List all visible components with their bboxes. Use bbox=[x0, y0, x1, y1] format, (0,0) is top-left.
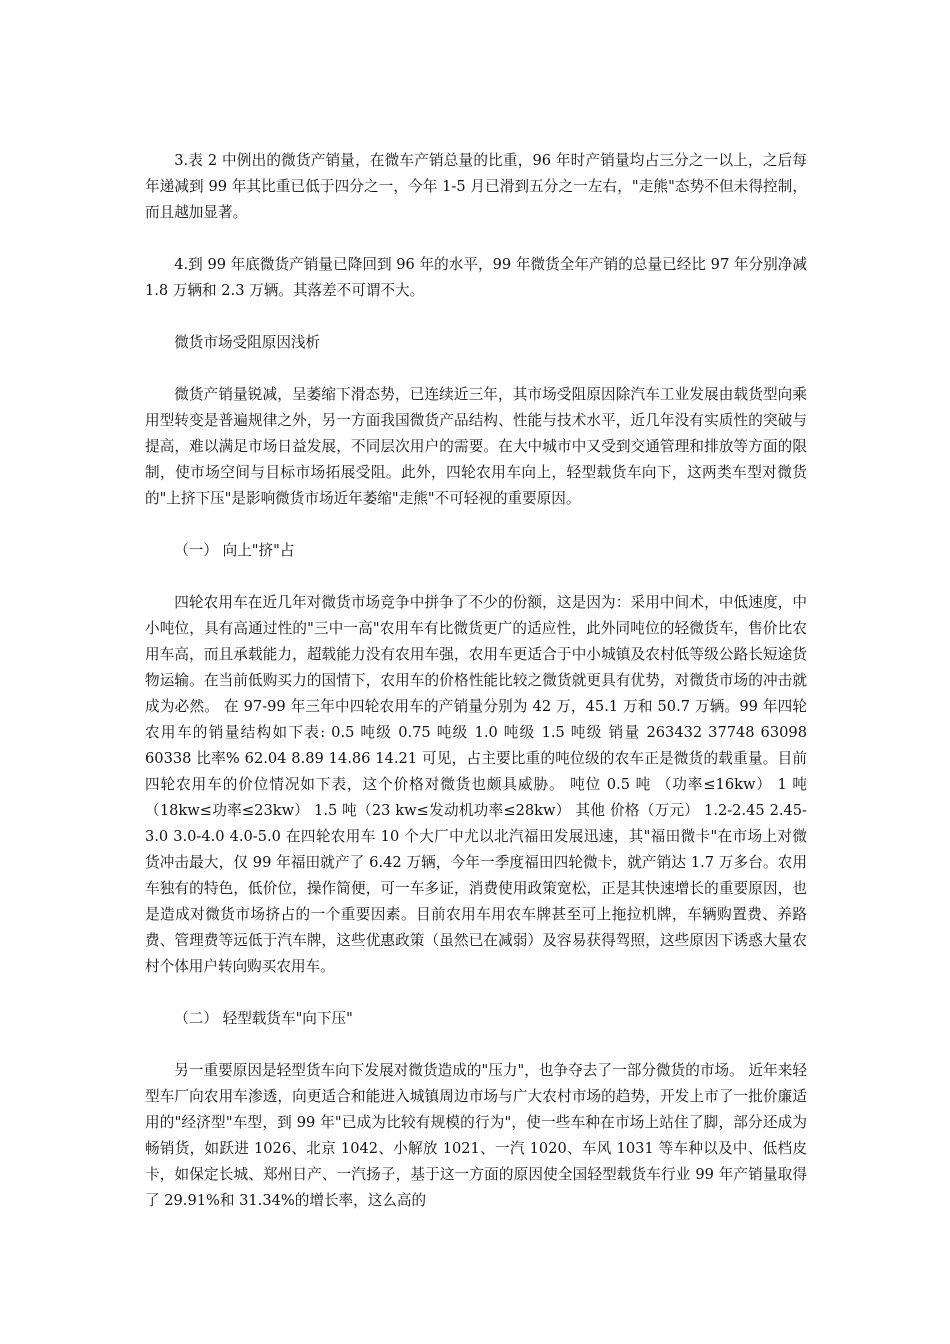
paragraph-light-trucks: 另一重要原因是轻型货车向下发展对微货造成的"压力"，也争夺去了一部分微货的市场。 近年来轻型车厂向农用车渗透，向更适合和能进入城镇周边市场与广大农村市场的趋势，开发上市了一批价廉适用的"经济型"车型，到 99 年"已成为比较有规模的行为"，使一些车种在市场上站住了脚，部分还成为畅销货，如跃进 1026、北京 1042、小解放 1021、一汽 1020、车风 1031 等车种以及中、低档皮卡，如保定长城、郑州日产、一汽扬子，基于这一方面的原因使全国轻型载货车行业 99 年产销量取得了 29.91%和 31.34%的增长率，这么高的 bbox=[145, 1062, 807, 1209]
document-page bbox=[145, 148, 807, 1240]
paragraph-farm-vehicles: 四轮农用车在近几年对微货市场竞争中拼争了不少的份额，这是因为：采用中间术，中低速度，中小吨位，具有高通过性的"三中一高"农用车有比微货更广的适应性，此外同吨位的轻微货车，售价比农用车高，而且承载能力，超载能力没有农用车强，农用车更适合于中小城镇及农村低等级公路长短途货物运输。在当前低购买力的国情下，农用车的价格性能比较之微货就更具有优势，对微货市场的冲击就成为必然。 在 97-99 年三年中四轮农用车的产销量分别为 42 万，45.1 万和 50.7 万辆。99 年四轮农用车的销量结构如下表: 0.5 吨级 0.75 吨级 1.0 吨级 1.5 吨级 销量 263432 37748 63098 60338 比率% 62.04 8.89 14.86 14.21 可见，占主要比重的吨位级的农车正是微货的载重量。目前四轮农用车的价位情况如下表，这个价格对微货也颇具威胁。 吨位 0.5 吨 （功率≤16kw） 1 吨（18kw≤功率≤23kw） 1.5 吨（23 kw≤发动机功率≤28kw） 其他 价格（万元） 1.2-2.45 2.45-3.0 3.0-4.0 4.0-5.0 在四轮农用车 10 个大厂中尤以北汽福田发展迅速，其"福田微卡"在市场上对微货冲击最大，仅 99 年福田就产了 6.42 万辆，今年一季度福田四轮微卡，就产销达 1.7 万多台。农用车独有的特色，低价位，操作简便，可一车多证，消费使用政策宽松，正是其快速增长的重要原因，也是造成对微货市场挤占的一个重要因素。目前农用车用农车牌甚至可上拖拉机牌，车辆购置费、养路费、管理费等远低于汽车牌，这些优惠政策（虽然已在减弱）及容易获得驾照，这些原因下诱惑大量农村个体用户转向购买农用车。 bbox=[145, 594, 807, 975]
subheading-squeeze-from-above: （一） 向上"挤"占 bbox=[174, 542, 295, 559]
paragraph-3-share-decline: 3.表 2 中例出的微货产销量，在微车产销总量的比重，96 年时产销量均占三分之一以上，之后每年递减到 99 年其比重已低于四分之一，今年 1-5 月已滑到五分之一左右，"走熊"态势不但未得控制，而且越加显著。 bbox=[145, 152, 807, 221]
section-heading-causes: 微货市场受阻原因浅析 bbox=[174, 334, 321, 351]
paragraph-causes-overview: 微货产销量锐减，呈萎缩下滑态势，已连续近三年，其市场受阻原因除汽车工业发展由载货型向乘用型转变是普遍规律之外，另一方面我国微货产品结构、性能与技术水平，近几年没有实质性的突破与提高，难以满足市场日益发展，不同层次用户的需要。在大中城市中又受到交通管理和排放等方面的限制，使市场空间与目标市场拓展受阻。此外，四轮农用车向上，轻型载货车向下，这两类车型对微货的"上挤下压"是影响微货市场近年萎缩"走熊"不可轻视的重要原因。 bbox=[145, 386, 807, 507]
paragraph-4-volume-return: 4.到 99 年底微货产销量已降回到 96 年的水平，99 年微货全年产销的总量已经比 97 年分别净减 1.8 万辆和 2.3 万辆。其落差不可谓不大。 bbox=[145, 256, 807, 299]
subheading-pressure-from-below: （二） 轻型载货车"向下压" bbox=[174, 1010, 353, 1027]
